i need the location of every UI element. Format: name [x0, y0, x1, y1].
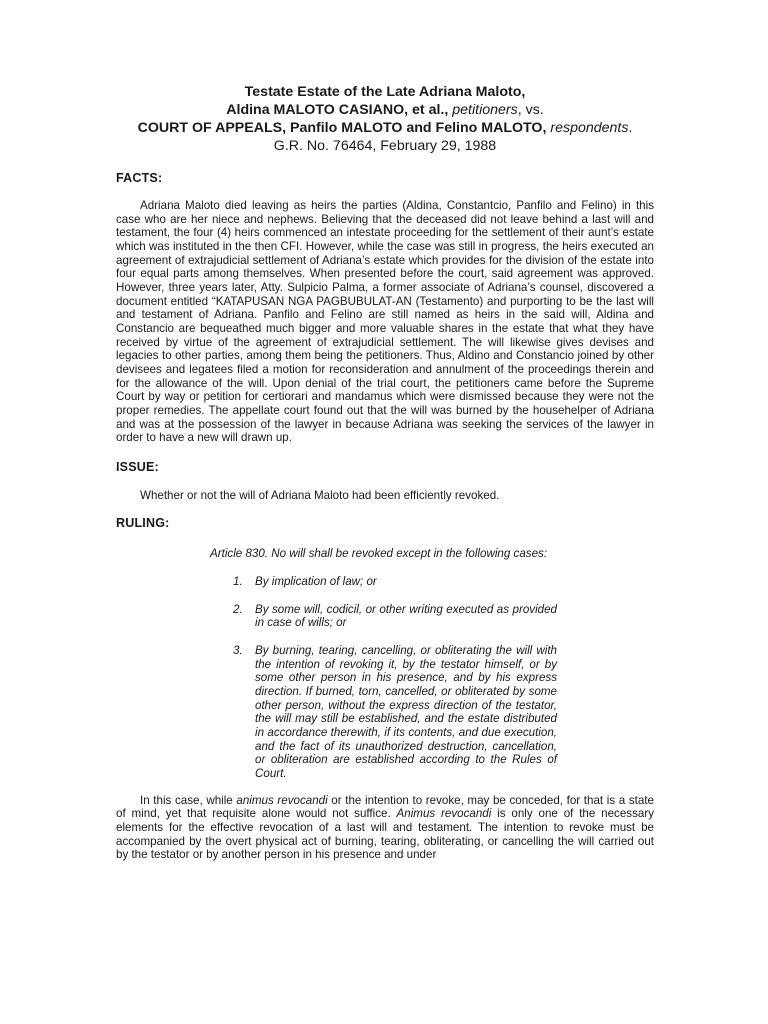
- case-caption: [116, 83, 654, 155]
- list-text: By burning, tearing, cancelling, or obliterating the will with the intention of revoking it, by the testator himself, or by some other person in his presence, and by his express direction. If burned, torn, cancelled, or obliterated by some other person, without the express direction of the testator, the will may still be established, and the estate distributed in accordance therewith, if its contents, and due execution, and the fact of its unauthorized destruction, cancellation, or obliteration are established according to the Rules of Court.: [255, 644, 557, 780]
- list-item: [210, 575, 557, 589]
- respondent-role: respondents: [550, 120, 629, 136]
- issue-paragraph: Whether or not the will of Adriana Maloto had been efficiently revoked.: [140, 488, 500, 502]
- article-list: [210, 575, 557, 781]
- list-number: 1.: [233, 575, 243, 589]
- respondent-end: .: [628, 120, 633, 136]
- latin-term: Animus revocandi: [396, 807, 492, 821]
- facts-paragraph: Adriana Maloto died leaving as heirs the parties (Aldina, Constantcio, Panfilo and Felino) in this case who are her niece and nephews. Believing that the deceased did not leave behind a last will and testament, the four (4) heirs commenced an intestate proceeding for the settlement of their aunt’s estate which was instituted in the then CFI. However, while the case was still in progress, the heirs executed an agreement of extrajudicial settlement of Adriana’s estate which provides for the division of the estate into four equal parts among themselves. When presented before the court, said agreement was approved. However, three years later, Atty. Sulpicio Palma, a former associate of Adriana’s counsel, discovered a document entitled “KATAPUSAN NGA PAGBUBULAT-AN (Testamento) and purporting to be the last will and testament of Adriana. Panfilo and Felino are still named as heirs in the said will, Aldina and Constancio are bequeathed much bigger and more valuable shares in the estate that what they have received by virtue of the agreement of extrajudicial settlement. The will likewise gives devises and legacies to other parties, among them being the petitioners. Thus, Aldino and Constancio joined by other devisees and legatees filed a motion for reconsideration and annulment of the proceedings therein and for the allowance of the will. Upon denial of the trial court, the petitioners came before the Supreme Court by way or petition for certiorari and mandamus which were dismissed because they were not the proper remedies. The appellate court found out that the will was burned by the househelper of Adriana and was at the possession of the lawyer in because Adriana was seeking the services of the lawyer in order to have a new will drawn up.: [116, 199, 654, 445]
- list-number: 2.: [233, 602, 243, 616]
- facts-heading: FACTS:: [116, 171, 163, 185]
- case-title: Testate Estate of the Late Adriana Maloto,: [244, 84, 526, 100]
- list-number: 3.: [233, 644, 243, 658]
- article-quote: [210, 547, 557, 780]
- list-text: By some will, codicil, or other writing executed as provided in case of wills; or: [255, 602, 557, 630]
- analysis-text: is only one of the necessary elements for the effective revocation of a last will and testament. The intention to revoke must be accompanied by the overt physical act of burning, tearing, obliterating, or cancelling the will carried out by the testator or by another person in his presence and under: [116, 807, 655, 862]
- analysis-paragraph: [116, 794, 654, 862]
- list-item: [210, 603, 557, 630]
- analysis-text: In this case, while: [140, 793, 237, 807]
- petitioner-role: petitioners: [452, 102, 518, 118]
- issue-heading: ISSUE:: [116, 459, 159, 474]
- article-intro: Article 830. No will shall be revoked except in the following cases:: [210, 547, 548, 561]
- list-item: [210, 644, 557, 781]
- respondent-names: COURT OF APPEALS, Panfilo MALOTO and Felino MALOTO,: [137, 120, 547, 136]
- list-text: By implication of law; or: [255, 575, 377, 589]
- ruling-heading: RULING:: [116, 516, 170, 531]
- gr-number: G.R. No. 76464, February 29, 1988: [273, 138, 497, 154]
- petitioner-names: Aldina MALOTO CASIANO, et al.,: [226, 102, 449, 118]
- analysis-text: or the intention to revoke, may be conceded, for that is a state of mind, yet that requisite alone would not suffice.: [116, 793, 654, 821]
- versus-text: , vs.: [517, 102, 544, 118]
- latin-term: animus revocandi: [236, 793, 328, 807]
